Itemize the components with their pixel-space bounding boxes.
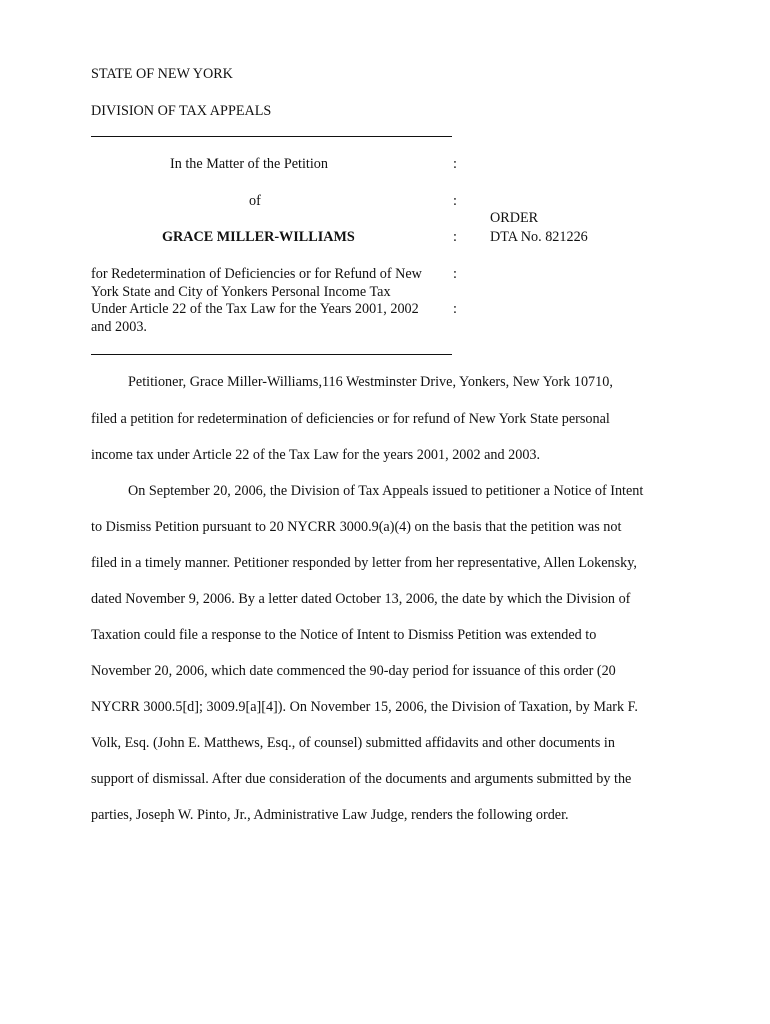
purpose-line: York State and City of Yonkers Personal Income Tax [91, 283, 391, 300]
division-heading: DIVISION OF TAX APPEALS [91, 103, 272, 119]
body-line: dated November 9, 2006. By a letter dated October 13, 2006, the date by which the Division of [91, 591, 631, 607]
caption-bottom-rule [91, 354, 452, 355]
purpose-line: and 2003. [91, 318, 147, 335]
body-line: support of dismissal. After due consideration of the documents and arguments submitted by the [91, 771, 632, 787]
body-line: filed a petition for redetermination of deficiencies or for refund of New York State personal [91, 411, 610, 427]
body-line: income tax under Article 22 of the Tax Law for the years 2001, 2002 and 2003. [91, 447, 541, 463]
body-line: parties, Joseph W. Pinto, Jr., Administrative Law Judge, renders the following order. [91, 807, 569, 823]
petitioner-name: GRACE MILLER-WILLIAMS [162, 229, 355, 245]
body-line: Taxation could file a response to the Notice of Intent to Dismiss Petition was extended to [91, 627, 597, 643]
order-title: ORDER [490, 210, 539, 226]
caption-colon: : [453, 193, 457, 209]
caption-colon: : [453, 229, 457, 245]
body-line: Volk, Esq. (John E. Matthews, Esq., of counsel) submitted affidavits and other documents in [91, 735, 615, 751]
dta-number: DTA No. 821226 [490, 229, 588, 245]
of-line: of [249, 193, 261, 209]
state-heading: STATE OF NEW YORK [91, 66, 233, 82]
body-line: NYCRR 3000.5[d]; 3009.9[a][4]). On November 15, 2006, the Division of Taxation, by Mark F. [91, 699, 638, 715]
caption-colon: : [453, 301, 457, 317]
body-line: to Dismiss Petition pursuant to 20 NYCRR 3000.9(a)(4) on the basis that the petition was not [91, 519, 622, 535]
matter-line: In the Matter of the Petition [170, 156, 328, 172]
caption-colon: : [453, 156, 457, 172]
purpose-line: for Redetermination of Deficiencies or for Refund of New [91, 266, 422, 282]
caption-top-rule [91, 136, 452, 137]
body-line: November 20, 2006, which date commenced the 90-day period for issuance of this order (20 [91, 663, 616, 679]
body-line: On September 20, 2006, the Division of Tax Appeals issued to petitioner a Notice of Intent [128, 483, 644, 499]
petition-purpose [91, 266, 451, 336]
body-line: Petitioner, Grace Miller-Williams,116 Westminster Drive, Yonkers, New York 10710, [128, 374, 613, 390]
body-line: filed in a timely manner. Petitioner responded by letter from her representative, Allen Lokensky, [91, 555, 637, 571]
caption-colon: : [453, 266, 457, 282]
purpose-line: Under Article 22 of the Tax Law for the Years 2001, 2002 [91, 301, 419, 317]
